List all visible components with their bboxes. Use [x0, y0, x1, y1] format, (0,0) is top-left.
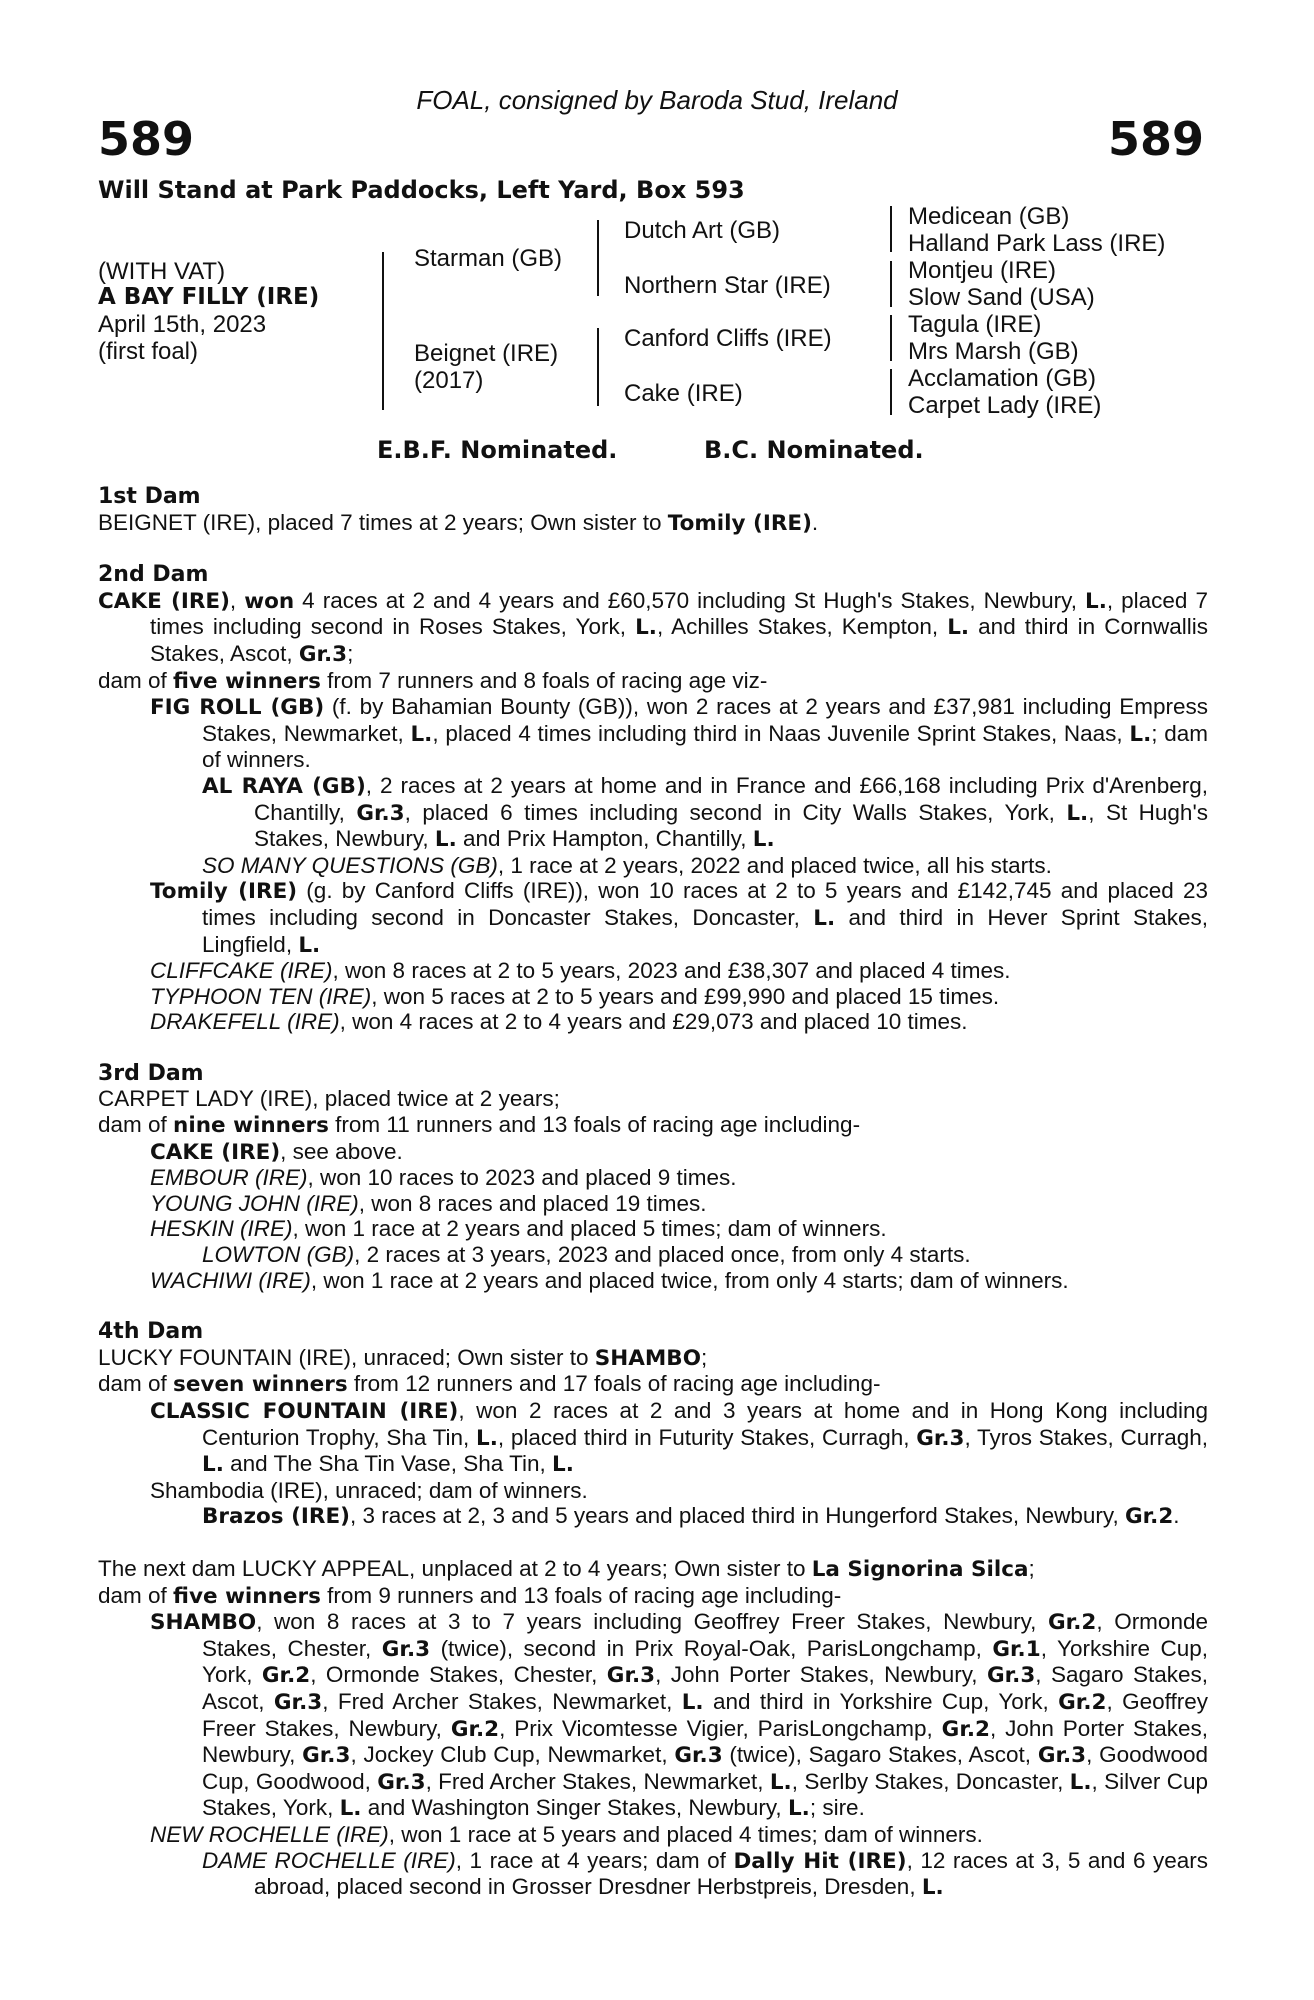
dam3-lowton: LOWTON (GB), 2 races at 3 years, 2023 and placed once, from only 4 starts.	[202, 1242, 971, 1268]
pedigree-brace-main	[382, 252, 384, 410]
dam3-wachiwi: WACHIWI (IRE), won 1 race at 2 years and placed twice, from only 4 starts; dam of winners.	[150, 1267, 1069, 1293]
dam3-embour: EMBOUR (IRE), won 10 races to 2023 and placed 9 times.	[150, 1165, 737, 1191]
lot-number-right: 589	[1107, 112, 1204, 166]
sire-name: Starman (GB)	[414, 245, 563, 272]
foaling-date: April 15th, 2023	[98, 311, 267, 338]
dam-dam: Cake (IRE)	[624, 380, 743, 407]
next-dam-lucky-appeal: The next dam LUCKY APPEAL, unplaced at 2 to 4 years; Own sister to La Signorina Silca;	[98, 1555, 1035, 1582]
grandsire-3: Tagula (IRE)	[908, 311, 1042, 338]
produce-cliffcake: CLIFFCAKE (IRE), won 8 races at 2 to 5 years, 2023 and £38,307 and placed 4 times.	[150, 958, 1011, 984]
brace-g4	[890, 369, 892, 415]
dam-year: (2017)	[414, 367, 484, 394]
brace-g1	[890, 206, 892, 252]
dam-brace	[597, 328, 599, 406]
lot-number-left: 589	[98, 112, 195, 166]
dam3-heading: 3rd Dam	[98, 1060, 204, 1086]
granddam-4: Carpet Lady (IRE)	[908, 392, 1102, 419]
next-dam-new-rochelle: NEW ROCHELLE (IRE), won 1 race at 5 years and placed 4 times; dam of winners.	[150, 1821, 983, 1847]
vat-note: (WITH VAT)	[98, 258, 226, 285]
brace-g2	[890, 261, 892, 307]
dam-name: Beignet (IRE)	[414, 340, 559, 367]
dam4-brazos: Brazos (IRE), 3 races at 2, 3 and 5 years and placed third in Hungerford Stakes, Newbury, Gr.2.	[202, 1503, 1180, 1530]
horse-name: A BAY FILLY (IRE)	[98, 284, 320, 310]
dam4-produce: dam of seven winners from 12 runners and 17 foals of racing age including-	[98, 1371, 881, 1398]
foal-note: (first foal)	[98, 338, 199, 365]
produce-so-many-questions: SO MANY QUESTIONS (GB), 1 race at 2 years, 2022 and placed twice, all his starts.	[202, 852, 1052, 878]
dam2-produce: dam of five winners from 7 runners and 8 foals of racing age viz-	[98, 667, 768, 694]
sire-brace	[597, 220, 599, 296]
grandsire-2: Montjeu (IRE)	[908, 257, 1057, 284]
dam4-shambodia: Shambodia (IRE), unraced; dam of winners.	[150, 1477, 588, 1503]
dam2-cake: CAKE (IRE), won 4 races at 2 and 4 years and £60,570 including St Hugh's Stakes, Newbury, L., placed 7 times including second in Roses Stakes, York, L., Achilles Stakes, Kempton, L. and third in Cornwallis Stakes, Ascot, Gr.3;	[98, 587, 1209, 667]
dam1-heading: 1st Dam	[98, 484, 201, 509]
dam2-heading: 2nd Dam	[98, 562, 209, 588]
sire-dam: Northern Star (IRE)	[624, 272, 831, 299]
dam3-cake: CAKE (IRE), see above.	[150, 1138, 403, 1165]
sire-sire: Dutch Art (GB)	[624, 217, 781, 244]
produce-fig-roll: FIG ROLL (GB) (f. by Bahamian Bounty (GB)), won 2 races at 2 years and £37,981 including Empress Stakes, Newmarket, L., placed 4 times including third in Naas Juvenile Sprint Stakes, Naas, L.; dam of winners.	[150, 694, 1208, 773]
next-dam-shambo: SHAMBO, won 8 races at 3 to 7 years including Geoffrey Freer Stakes, Newbury, Gr.2, Ormonde Stakes, Chester, Gr.3 (twice), second in Prix Royal-Oak, ParisLongchamp, Gr.1, Yorkshire Cup, York, Gr.2, Ormonde Stakes, Chester, Gr.3, John Porter Stakes, Newbury, Gr.3, Sagaro Stakes, Ascot, Gr.3, Fred Archer Stakes, Newmarket, L. and third in Yorkshire Cup, York, Gr.2, Geoffrey Freer Stakes, Newbury, Gr.2, Prix Vicomtesse Vigier, ParisLongchamp, Gr.2, John Porter Stakes, Newbury, Gr.3, Jockey Club Cup, Newmarket, Gr.3 (twice), Sagaro Stakes, Ascot, Gr.3, Goodwood Cup, Goodwood, Gr.3, Fred Archer Stakes, Newmarket, L., Serlby Stakes, Doncaster, L., Silver Cup Stakes, York, L. and Washington Singer Stakes, Newbury, L.; sire.	[150, 1609, 1208, 1822]
granddam-3: Mrs Marsh (GB)	[908, 338, 1079, 365]
ebf-nominated: E.B.F. Nominated.	[377, 436, 618, 464]
dam4-heading: 4th Dam	[98, 1319, 204, 1345]
dam3-heskin: HESKIN (IRE), won 1 race at 2 years and placed 5 times; dam of winners.	[150, 1216, 887, 1242]
produce-typhoon-ten: TYPHOON TEN (IRE), won 5 races at 2 to 5 years and £99,990 and placed 15 times.	[150, 983, 1000, 1009]
brace-g3	[890, 315, 892, 361]
dam4-classic-fountain: CLASSIC FOUNTAIN (IRE), won 2 races at 2 and 3 years at home and in Hong Kong including Centurion Trophy, Sha Tin, L., placed third in Futurity Stakes, Curragh, Gr.3, Tyros Stakes, Curragh, L. and The Sha Tin Vase, Sha Tin, L.	[150, 1398, 1209, 1478]
consignor-line: FOAL, consigned by Baroda Stud, Ireland	[416, 85, 898, 115]
next-dam-produce: dam of five winners from 9 runners and 13 foals of racing age including-	[98, 1582, 842, 1609]
produce-tomily: Tomily (IRE) (g. by Canford Cliffs (IRE)), won 10 races at 2 to 5 years and £142,745 and placed 23 times including second in Doncaster Stakes, Doncaster, L. and third in Hever Sprint Stakes, Lingfield, L.	[150, 878, 1208, 958]
grandsire-1: Medicean (GB)	[908, 203, 1070, 230]
stand-location: Will Stand at Park Paddocks, Left Yard, Box 593	[98, 176, 745, 204]
grandsire-4: Acclamation (GB)	[908, 365, 1097, 392]
dam3-young-john: YOUNG JOHN (IRE), won 8 races and placed 19 times.	[150, 1190, 707, 1216]
dam3-produce: dam of nine winners from 11 runners and 13 foals of racing age including-	[98, 1112, 861, 1139]
produce-al-raya: AL RAYA (GB), 2 races at 2 years at home and in France and £66,168 including Prix d'Arenberg, Chantilly, Gr.3, placed 6 times including second in City Walls Stakes, York, L., St Hugh's Stakes, Newbury, L. and Prix Hampton, Chantilly, L.	[202, 772, 1208, 853]
family-body	[98, 484, 1208, 1901]
dam1-text: BEIGNET (IRE), placed 7 times at 2 years; Own sister to Tomily (IRE).	[98, 509, 819, 536]
dam4-lucky-fountain: LUCKY FOUNTAIN (IRE), unraced; Own sister to SHAMBO;	[98, 1344, 708, 1371]
dam3-carpet-lady: CARPET LADY (IRE), placed twice at 2 years;	[98, 1086, 560, 1112]
dam-sire: Canford Cliffs (IRE)	[624, 325, 832, 352]
bc-nominated: B.C. Nominated.	[704, 436, 924, 464]
produce-drakefell: DRAKEFELL (IRE), won 4 races at 2 to 4 years and £29,073 and placed 10 times.	[150, 1009, 968, 1035]
granddam-2: Slow Sand (USA)	[908, 284, 1095, 311]
granddam-1: Halland Park Lass (IRE)	[908, 230, 1166, 257]
next-dam-dame-rochelle: DAME ROCHELLE (IRE), 1 race at 4 years; dam of Dally Hit (IRE), 12 races at 3, 5 and 6 years abroad, placed second in Grosser Dresdner Herbstpreis, Dresden, L.	[202, 1847, 1208, 1901]
